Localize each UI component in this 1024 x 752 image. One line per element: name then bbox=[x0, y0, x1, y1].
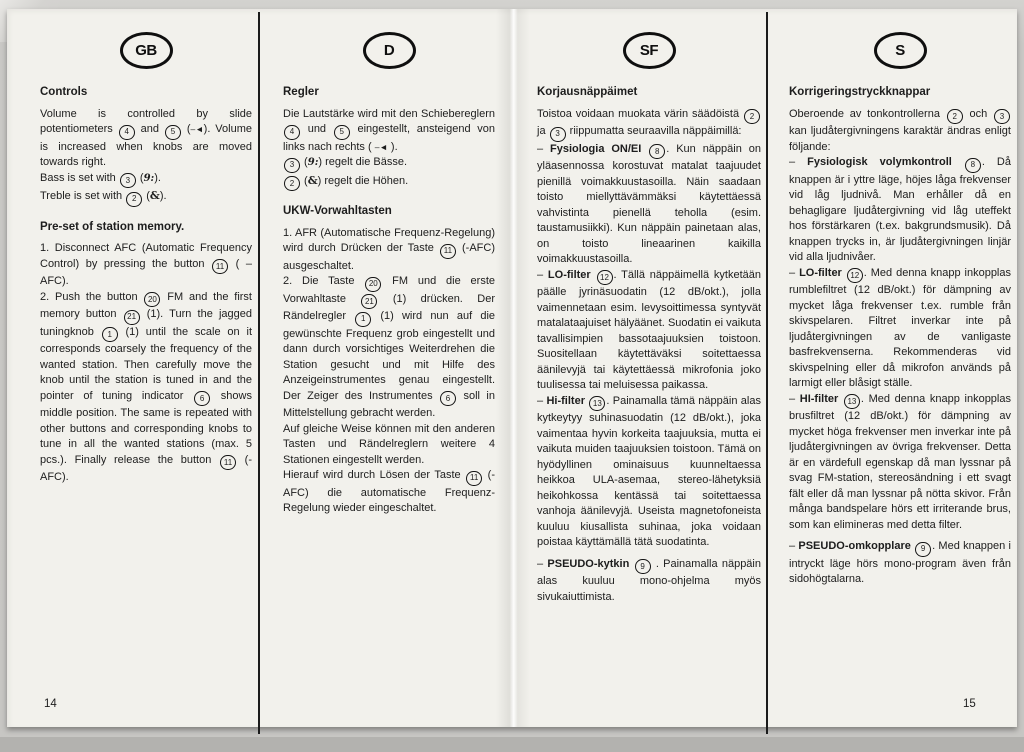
paragraph: – PSEUDO-omkopplare 9 . Med knappen i intryckt läge hörs mono-program även från sidohögtalarna. bbox=[789, 540, 1011, 585]
circled-ref-2: 2 bbox=[744, 109, 760, 124]
volume-direction-icon: –◄ bbox=[374, 141, 388, 152]
term-label: Fysiologia ON/EI bbox=[550, 142, 642, 155]
paragraph: Treble is set with 2 (&). bbox=[40, 188, 252, 207]
term-label: PSEUDO-omkopplare bbox=[798, 540, 911, 552]
section-heading: Controls bbox=[40, 86, 88, 98]
treble-clef-icon: & bbox=[149, 189, 160, 202]
column-body-d bbox=[283, 85, 495, 517]
paragraph: 3 (9:) regelt die Bässe. bbox=[283, 155, 495, 173]
circled-ref-3: 3 bbox=[120, 173, 136, 188]
bass-clef-icon: 9: bbox=[143, 172, 155, 184]
circled-ref-2: 2 bbox=[947, 109, 963, 124]
paragraph: – LO-filter 12 . Tällä näppäimellä kytketään päälle jyrinäsuodatin (12 dB/okt.), jolla vaimennetaan esim. levysoittimessa syntyvät matalataajuiset hälyäänet. Suodatin ei vaikuta tavallisimpien bassotaajuuksien toistoon. Suositellaan käytettäväksi soitettaessa äänilevyjä tai käytettäessä mikrofonia joko tuulisessa tai meluisessa paikassa. bbox=[537, 268, 761, 391]
paragraph: – Fysiologia ON/EI 8 . Kun näppäin on yläasennossa korostuvat matalat taajuudet pienillä voimakkuustasoilla. Näin saadaan toisto miellyttävämmäksi käytettäessä vahvistinta pienellä teholla (esim. taustamusiikki). Kun näppäin painetaan alas, on toisto lineaarinen kaikilla voimakkuustasoilla. bbox=[537, 142, 761, 265]
column-finnish bbox=[537, 9, 761, 605]
circled-ref-9: 9 bbox=[915, 542, 931, 557]
circled-ref-11: 11 bbox=[440, 244, 456, 259]
section-heading: Korrigeringstryckknappar bbox=[789, 86, 931, 98]
paragraph: – PSEUDO-kytkin 9 . Painamalla näppäin alas kuuluu mono-ohjelma myös sivukaiuttimista. bbox=[537, 557, 761, 603]
paragraph: Auf gleiche Weise können mit den anderen Tasten und Rändelreglern weitere 4 Stationen eingestellt werden. bbox=[283, 422, 495, 466]
paragraph: Toistoa voidaan muokata värin säädöistä 2 ja 3 riippumatta seuraavilla näppäimillä: bbox=[537, 107, 761, 142]
circled-ref-6: 6 bbox=[194, 391, 210, 406]
circled-ref-13: 13 bbox=[589, 396, 605, 411]
circled-ref-1: 1 bbox=[102, 327, 118, 342]
language-badge-d: D bbox=[363, 32, 416, 69]
language-badge-s: S bbox=[874, 32, 927, 69]
volume-direction-icon: –◄ bbox=[190, 124, 204, 134]
page-number-right: 15 bbox=[963, 698, 976, 710]
column-german bbox=[283, 9, 495, 517]
paragraph: – Hi-filter 13 . Painamalla tämä näppäin alas kytkeytyy suhinasuodatin (12 dB/okt.), joka vaimentaa hyvin korkeita taajuuksia, mutta ei vaikuta muiden taajuuksien toistoon. Tämä on hyödyllinen ominaisuus kuunneltaessa heikkoa ULA-asemaa, stereo-lähetyksiä heikohkossa kentässä tai soitettaessa vanhoja äänilevyjä. Useista magnetofoneista kuuluu kiusallista suhinaa, joka voidaan poistaa käyttämällä tätä suodatinta. bbox=[537, 394, 761, 548]
circled-ref-6: 6 bbox=[440, 391, 456, 406]
circled-ref-20: 20 bbox=[144, 292, 160, 307]
paragraph: 2. Die Taste 20 FM und die erste Vorwahltaste 21 (1) drücken. Der Rändelregler 1 (1) wird nun auf die gewünschte Frequenz grob eingestellt und dann durch vorsichtiges Weiterdrehen die Station gesucht und mit Hilfe des Anzeigeinstrumentes genau eingestellt. Der Zeiger des Instrumentes 6 soll in Mittelstellung gebracht werden. bbox=[283, 275, 496, 419]
section-heading: UKW-Vorwahltasten bbox=[283, 205, 392, 217]
language-badge-sf: SF bbox=[623, 32, 676, 69]
paragraph: Die Lautstärke wird mit den Schiebereglern 4 und 5 eingestellt, ansteigend von links nach rechts ( –◄ ). bbox=[283, 107, 495, 153]
circled-ref-5: 5 bbox=[165, 125, 181, 140]
paragraph: 1. Disconnect AFC (Automatic Frequency Control) by pressing the button 11 ( –AFC). bbox=[40, 242, 252, 287]
paragraph: – LO-filter 12 . Med denna knapp inkopplas rumblefiltret (12 dB/okt.) för dämpning av mycket låga frekvenser t.ex. rumble från skivspelaren. Filtret inverkar inte på ljudåtergivningen av de vanligaste basfrekvenserna. Rekommenderas vid skivspelning eller då mikrofon används på larmigt eller blåsigt ställe. bbox=[789, 266, 1011, 389]
circled-ref-4: 4 bbox=[119, 125, 135, 140]
column-english bbox=[40, 9, 252, 486]
term-label: Hi-filter bbox=[546, 394, 585, 407]
circled-ref-3: 3 bbox=[550, 127, 566, 142]
paragraph: Oberoende av tonkontrollerna 2 och 3 kan ljudåtergivningens karaktär ändras enligt följande: bbox=[789, 107, 1011, 153]
circled-ref-11: 11 bbox=[466, 471, 482, 486]
center-fold bbox=[496, 9, 530, 727]
treble-clef-icon: & bbox=[307, 173, 318, 187]
circled-ref-13: 13 bbox=[844, 394, 860, 409]
circled-ref-8: 8 bbox=[649, 144, 665, 159]
circled-ref-8: 8 bbox=[965, 158, 981, 173]
circled-ref-2: 2 bbox=[284, 176, 300, 191]
paragraph: – Fysiologisk volymkontroll 8 . Då knappen är i yttre läge, höjes låga frekvenser vid låg ljudnivå. Man erhåller då en behagligare ljudåtergivning vid låg uteffekt hos förstärkaren (t.ex. bakgrundsmusik). Då knappen trycks in, är ljudåtergivningen linjär vid alla ljudnivåer. bbox=[789, 156, 1011, 263]
section-heading: Regler bbox=[283, 86, 319, 98]
column-divider-left bbox=[258, 12, 260, 734]
column-body-s bbox=[789, 85, 1011, 588]
paragraph: 2 (&) regelt die Höhen. bbox=[283, 173, 495, 192]
circled-ref-2: 2 bbox=[126, 192, 142, 207]
paragraph: 1. AFR (Automatische Frequenz-Regelung) wird durch Drücken der Taste 11 (-AFC) ausgeschaltet. bbox=[283, 226, 496, 272]
term-label: LO-filter bbox=[547, 268, 591, 281]
circled-ref-11: 11 bbox=[220, 455, 236, 470]
paragraph: 2. Push the button 20 FM and the first memory button 21 (1). Turn the jagged tuningknob 1 (1) until the scale on it corresponds coarsely the frequency of the wanted station. Then carefully move the knob until the station is tuned in and the pointer of tuning indicator 6 shows middle position. The same is repeated with other buttons and corresponding knobs to tune in all the wanted stations (max. 5 pcs.). Finally release the button 11 (-AFC). bbox=[40, 290, 252, 483]
circled-ref-5: 5 bbox=[334, 125, 350, 140]
term-label: HI-filter bbox=[799, 392, 839, 405]
bass-clef-icon: 9: bbox=[307, 157, 319, 168]
section-heading: Korjausnäppäimet bbox=[537, 86, 638, 98]
circled-ref-3: 3 bbox=[284, 158, 300, 173]
circled-ref-3: 3 bbox=[994, 109, 1010, 124]
language-badge-gb: GB bbox=[120, 32, 173, 69]
page-number-left: 14 bbox=[44, 698, 57, 710]
circled-ref-1: 1 bbox=[355, 312, 371, 327]
column-divider-right bbox=[766, 12, 768, 734]
circled-ref-4: 4 bbox=[284, 125, 300, 140]
section-heading: Pre-set of station memory. bbox=[40, 220, 185, 233]
column-body-sf bbox=[537, 85, 761, 605]
paragraph: Bass is set with 3 (9:). bbox=[40, 171, 252, 189]
paragraph: Hierauf wird durch Lösen der Taste 11 (-AFC) die automatische Frequenz-Regelung wieder eingeschaltet. bbox=[283, 469, 495, 514]
circled-ref-11: 11 bbox=[212, 259, 228, 274]
column-swedish bbox=[789, 9, 1011, 588]
circled-ref-21: 21 bbox=[361, 294, 377, 309]
term-label: LO-filter bbox=[799, 266, 842, 279]
circled-ref-9: 9 bbox=[635, 559, 651, 574]
circled-ref-12: 12 bbox=[597, 270, 613, 285]
term-label: PSEUDO-kytkin bbox=[547, 557, 630, 570]
circled-ref-21: 21 bbox=[124, 310, 140, 325]
paragraph: Volume is controlled by slide potentiometers 4 and 5 (–◄). Volume is increased when knobs are moved towards right. bbox=[40, 107, 252, 168]
circled-ref-12: 12 bbox=[847, 268, 863, 283]
paragraph: – HI-filter 13 . Med denna knapp inkopplas brusfiltret (12 dB/okt.) för dämpning av mycket höga frekvenser men inverkar inte på ljudåtergivningen av övriga frekvenser. Detta är en värdefull egenskap då man lyssnar på svag FM-station, stereosändning i ett svagt fält eller då man lyssnar på nötta skivor. Från många bandspelare hörs ett irriterande brus, som kan elimineras med detta filter. bbox=[789, 392, 1011, 531]
term-label: Fysiologisk volymkontroll bbox=[807, 156, 952, 168]
scan-edge-bottom bbox=[0, 737, 1024, 752]
circled-ref-20: 20 bbox=[365, 277, 381, 292]
column-body-gb bbox=[40, 85, 252, 486]
